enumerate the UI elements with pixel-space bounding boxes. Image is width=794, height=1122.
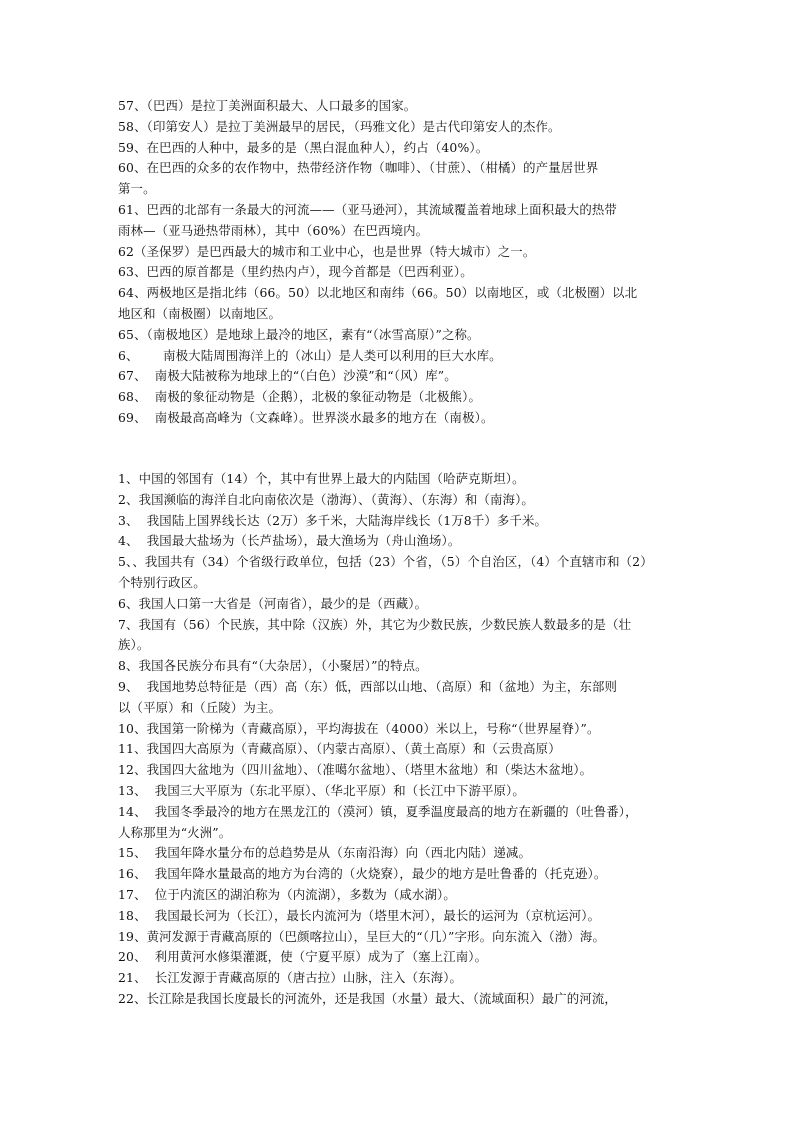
text-line: 10、我国第一阶梯为（青藏高原），平均海拔在（4000）米以上，号称“（世界屋脊）”。 <box>118 720 600 736</box>
text-line: 69、 南极最高高峰为（文森峰）。世界淡水最多的地方在（南极）。 <box>118 409 494 425</box>
text-line: 68、 南极的象征动物是（企鹅），北极的象征动物是（北极熊）。 <box>118 389 481 405</box>
text-line: 6、我国人口第一大省是（河南省），最少的是（西藏）。 <box>118 595 428 611</box>
text-line: 19、黄河发源于青藏高原的（巴颜喀拉山），呈巨大的“（几）”字形。向东流入（渤）海。 <box>118 928 605 944</box>
text-line: 8、我国各民族分布具有“（大杂居），（小聚居）”的特点。 <box>118 658 428 674</box>
text-line: 65、（南极地区）是地球上最冷的地区，素有“（冰雪高原）”之称。 <box>118 326 480 342</box>
text-line: 18、 我国最长河为（长江），最长内流河为（塔里木河），最长的运河为（京杭运河）。 <box>118 907 601 923</box>
text-line: 个特别行政区。 <box>118 574 206 590</box>
text-line: 59、在巴西的人种中，最多的是（黑白混血种人），约占（40%）。 <box>118 139 489 155</box>
text-line: 67、 南极大陆被称为地球上的“（白色）沙漠”和“（风）库”。 <box>118 368 457 384</box>
text-line: 人称那里为“火洲”。 <box>118 824 232 840</box>
text-line: 以（平原）和（丘陵）为主。 <box>118 699 282 715</box>
text-line: 14、 我国冬季最冷的地方在黑龙江的（漠河）镇，夏季温度最高的地方在新疆的（吐鲁番）， <box>118 803 638 819</box>
text-line: 雨林—（亚马逊热带雨林），其中（60%）在巴西境内。 <box>118 222 429 238</box>
text-line: 62（圣保罗）是巴西最大的城市和工业中心，也是世界（特大城市）之一。 <box>118 243 536 259</box>
text-line: 2、我国濒临的海洋自北向南依次是（渤海）、（黄海）、（东海）和（南海）。 <box>118 491 534 507</box>
section-china-geography <box>118 469 678 1010</box>
text-line: 64、两极地区是指北纬（66。50）以北地区和南纬（66。50）以南地区，或（北极圈）以北 <box>118 285 638 301</box>
text-line: 12、我国四大盆地为（四川盆地）、（准噶尔盆地）、（塔里木盆地）和（柴达木盆地）。 <box>118 762 593 778</box>
text-line: 20、 利用黄河水修渠灌溉，使（宁夏平原）成为了（塞上江南）。 <box>118 949 488 965</box>
text-line: 15、 我国年降水量分布的总趋势是从（东南沿海）向（西北内陆）递减。 <box>118 845 532 861</box>
text-line: 4、 我国最大盐场为（长芦盐场），最大渔场为（舟山渔场）。 <box>118 533 461 549</box>
text-line: 3、 我国陆上国界线长达（2万）多千米，大陆海岸线长（1万8千）多千米。 <box>118 512 548 528</box>
text-line: 16、 我国年降水量最高的地方为台湾的（火烧寮），最少的地方是吐鲁番的（托克逊）。 <box>118 866 607 882</box>
text-line: 13、 我国三大平原为（东北平原）、（华北平原）和（长江中下游平原）。 <box>118 782 525 798</box>
text-line: 7、我国有（56）个民族，其中除（汉族）外，其它为少数民族，少数民族人数最多的是（壮 <box>118 616 632 632</box>
text-line: 9、 我国地势总特征是（西）高（东）低，西部以山地、（高原）和（盆地）为主，东部则 <box>118 678 618 694</box>
text-line: 1、中国的邻国有（14）个，其中有世界上最大的内陆国（哈萨克斯坦）。 <box>118 471 525 486</box>
text-line: 21、 长江发源于青藏高原的（唐古拉）山脉，注入（东海）。 <box>118 970 463 986</box>
text-line: 60、在巴西的众多的农作物中，热带经济作物（咖啡）、（甘蔗）、（柑橘）的产量居世界 <box>118 160 599 176</box>
section-south-america-polar <box>118 96 678 429</box>
text-line: 第一。 <box>118 181 156 197</box>
text-line: 11、我国四大高原为（青藏高原）、（内蒙古高原）、（黄土高原）和（云贵高原） <box>118 741 561 757</box>
text-line: 族）。 <box>118 637 150 653</box>
text-line: 61、巴西的北部有一条最大的河流——（亚马逊河），其流域覆盖着地球上面积最大的热带 <box>118 201 617 217</box>
text-line: 63、巴西的原首都是（里约热内卢），现今首都是（巴西利亚）。 <box>118 264 473 280</box>
text-line: 5、、我国共有（34）个省级行政单位，包括（23）个省，（5）个自治区，（4）个直辖市和（2） <box>118 554 653 570</box>
text-line: 6、 南极大陆周围海洋上的（冰山）是人类可以利用的巨大水库。 <box>118 347 502 363</box>
text-line: 57、（巴西）是拉丁美洲面积最大、人口最多的国家。 <box>118 98 417 113</box>
text-line: 58、（印第安人）是拉丁美洲最早的居民，（玛雅文化）是古代印第安人的杰作。 <box>118 118 561 134</box>
text-line: 17、 位于内流区的湖泊称为（内流湖），多数为（咸水湖）。 <box>118 886 456 902</box>
text-line: 地区和（南极圈）以南地区。 <box>118 305 282 321</box>
text-line: 22、长江除是我国长度最长的河流外，还是我国（水量）最大、（流域面积）最广的河流， <box>118 990 617 1006</box>
